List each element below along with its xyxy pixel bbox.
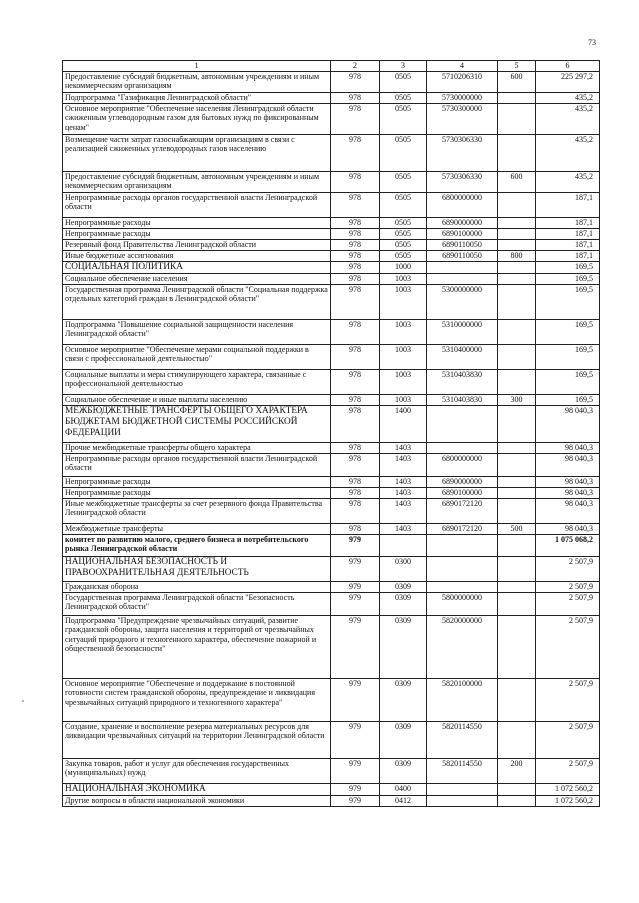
cell-target-article: 6890172120: [427, 523, 498, 534]
cell-name: Иные бюджетные ассигнования: [63, 250, 331, 261]
table-row: [63, 442, 600, 453]
cell-target-article: 6890172120: [427, 498, 498, 523]
cell-grbs: 978: [331, 319, 380, 344]
cell-target-article: [427, 534, 498, 556]
cell-section: 1003: [380, 394, 427, 405]
cell-section: 0505: [380, 134, 427, 171]
cell-sum: 435,2: [536, 103, 600, 134]
cell-expense-type: [498, 92, 536, 103]
cell-sum: 2 507,9: [536, 721, 600, 758]
table-row: [63, 476, 600, 487]
cell-target-article: 6800000000: [427, 192, 498, 217]
cell-section: 0505: [380, 228, 427, 239]
table-row: [63, 405, 600, 442]
cell-section: 0505: [380, 103, 427, 134]
cell-section: 0505: [380, 217, 427, 228]
cell-sum: 187,1: [536, 228, 600, 239]
cell-expense-type: [498, 721, 536, 758]
cell-section: 0300: [380, 556, 427, 581]
table-row: [63, 369, 600, 394]
cell-target-article: 5730306330: [427, 171, 498, 192]
cell-target-article: 6890000000: [427, 217, 498, 228]
cell-grbs: 978: [331, 228, 380, 239]
cell-target-article: [427, 783, 498, 795]
cell-target-article: 5820114550: [427, 758, 498, 783]
cell-grbs: 978: [331, 394, 380, 405]
cell-grbs: 978: [331, 498, 380, 523]
cell-sum: 1 072 560,2: [536, 783, 600, 795]
cell-expense-type: 800: [498, 250, 536, 261]
cell-grbs: 979: [331, 592, 380, 615]
cell-name: Возмещение части затрат газоснабжающим организациям в связи с реализацией сжиженных углеводородных газов населению: [63, 134, 331, 171]
cell-name: Непрограммные расходы: [63, 487, 331, 498]
cell-sum: 1 072 560,2: [536, 795, 600, 806]
cell-name: Государственная программа Ленинградской области "Безопасность Ленинградской области": [63, 592, 331, 615]
cell-sum: 435,2: [536, 92, 600, 103]
cell-sum: 169,5: [536, 261, 600, 273]
cell-name: Резервный фонд Правительства Ленинградской области: [63, 239, 331, 250]
cell-expense-type: [498, 556, 536, 581]
table-row: [63, 228, 600, 239]
table-row: [63, 487, 600, 498]
cell-target-article: 5310000000: [427, 319, 498, 344]
table-row: [63, 344, 600, 369]
cell-expense-type: [498, 192, 536, 217]
cell-expense-type: [498, 228, 536, 239]
cell-section: 1003: [380, 284, 427, 319]
cell-expense-type: [498, 581, 536, 592]
cell-expense-type: 600: [498, 171, 536, 192]
table-row: [63, 592, 600, 615]
cell-sum: 169,5: [536, 273, 600, 284]
cell-name: Предоставление субсидий бюджетным, автономным учреждениям и иным некоммерческим организациям: [63, 171, 331, 192]
cell-name: Социальное обеспечение и иные выплаты населению: [63, 394, 331, 405]
cell-name: НАЦИОНАЛЬНАЯ БЕЗОПАСНОСТЬ И ПРАВООХРАНИТЕЛЬНАЯ ДЕЯТЕЛЬНОСТЬ: [63, 556, 331, 581]
cell-grbs: 979: [331, 758, 380, 783]
cell-section: 0505: [380, 71, 427, 92]
cell-sum: 169,5: [536, 369, 600, 394]
page-number: 73: [588, 38, 596, 47]
cell-expense-type: [498, 795, 536, 806]
cell-grbs: 978: [331, 453, 380, 476]
table-row: [63, 556, 600, 581]
cell-grbs: 978: [331, 261, 380, 273]
table-row: [63, 498, 600, 523]
table-row: [63, 103, 600, 134]
cell-section: 1403: [380, 498, 427, 523]
cell-section: 0400: [380, 783, 427, 795]
cell-name: СОЦИАЛЬНАЯ ПОЛИТИКА: [63, 261, 331, 273]
cell-name: НАЦИОНАЛЬНАЯ ЭКОНОМИКА: [63, 783, 331, 795]
table-row: [63, 92, 600, 103]
cell-target-article: [427, 556, 498, 581]
cell-name: МЕЖБЮДЖЕТНЫЕ ТРАНСФЕРТЫ ОБЩЕГО ХАРАКТЕРА БЮДЖЕТАМ БЮДЖЕТНОЙ СИСТЕМЫ РОССИЙСКОЙ ФЕДЕРАЦИИ: [63, 405, 331, 442]
cell-sum: 187,1: [536, 239, 600, 250]
table-row: [63, 284, 600, 319]
cell-sum: 2 507,9: [536, 592, 600, 615]
cell-grbs: 978: [331, 476, 380, 487]
cell-grbs: 979: [331, 534, 380, 556]
cell-target-article: 5800000000: [427, 592, 498, 615]
cell-target-article: 5820114550: [427, 721, 498, 758]
cell-name: Подпрограмма "Повышение социальной защищенности населения Ленинградской области": [63, 319, 331, 344]
table-row: [63, 615, 600, 678]
cell-section: 0309: [380, 721, 427, 758]
cell-name: Иные межбюджетные трансферты за счет резервного фонда Правительства Ленинградской области: [63, 498, 331, 523]
cell-expense-type: [498, 783, 536, 795]
cell-section: 0309: [380, 758, 427, 783]
cell-section: 0505: [380, 239, 427, 250]
cell-name: Государственная программа Ленинградской области "Социальная поддержка отдельных категорий граждан в Ленинградской области": [63, 284, 331, 319]
cell-expense-type: [498, 103, 536, 134]
table-row: [63, 678, 600, 721]
cell-section: 1003: [380, 369, 427, 394]
cell-target-article: 6890000000: [427, 476, 498, 487]
cell-section: 0412: [380, 795, 427, 806]
cell-name: Непрограммные расходы: [63, 476, 331, 487]
cell-expense-type: [498, 405, 536, 442]
cell-name: Предоставление субсидий бюджетным, автономным учреждениям и иным некоммерческим организациям: [63, 71, 331, 92]
cell-sum: 225 297,2: [536, 71, 600, 92]
cell-name: комитет по развитию малого, среднего бизнеса и потребительского рынка Ленинградской области: [63, 534, 331, 556]
cell-sum: 2 507,9: [536, 678, 600, 721]
cell-sum: 187,1: [536, 217, 600, 228]
cell-grbs: 978: [331, 134, 380, 171]
cell-name: Гражданская оборона: [63, 581, 331, 592]
cell-grbs: 979: [331, 581, 380, 592]
cell-section: 1403: [380, 442, 427, 453]
cell-section: 1403: [380, 453, 427, 476]
cell-expense-type: [498, 369, 536, 394]
cell-target-article: 5310403830: [427, 394, 498, 405]
header-cell-section: 3: [380, 61, 427, 72]
table-row: [63, 523, 600, 534]
cell-target-article: [427, 442, 498, 453]
table-row: [63, 795, 600, 806]
cell-target-article: [427, 261, 498, 273]
cell-expense-type: 500: [498, 523, 536, 534]
cell-target-article: 6800000000: [427, 453, 498, 476]
cell-name: Непрограммные расходы органов государственной власти Ленинградской области: [63, 453, 331, 476]
cell-expense-type: [498, 442, 536, 453]
cell-grbs: 979: [331, 615, 380, 678]
cell-name: Основное мероприятие "Обеспечение мерами социальной поддержки в связи с профессиональной деятельностью": [63, 344, 331, 369]
cell-section: [380, 534, 427, 556]
cell-target-article: 5730000000: [427, 92, 498, 103]
cell-sum: 98 040,3: [536, 442, 600, 453]
cell-name: Межбюджетные трансферты: [63, 523, 331, 534]
cell-name: Подпрограмма "Газификация Ленинградской области": [63, 92, 331, 103]
cell-grbs: 978: [331, 171, 380, 192]
cell-expense-type: [498, 678, 536, 721]
cell-grbs: 978: [331, 369, 380, 394]
cell-grbs: 979: [331, 678, 380, 721]
cell-sum: 2 507,9: [536, 581, 600, 592]
cell-target-article: 5730306330: [427, 134, 498, 171]
cell-expense-type: [498, 498, 536, 523]
cell-sum: 2 507,9: [536, 758, 600, 783]
table-row: [63, 453, 600, 476]
cell-sum: 98 040,3: [536, 498, 600, 523]
cell-section: 0505: [380, 171, 427, 192]
cell-name: Создание, хранение и восполнение резерва материальных ресурсов для ликвидации чрезвычайных ситуаций на территории Ленинградской области: [63, 721, 331, 758]
cell-grbs: 979: [331, 795, 380, 806]
header-cell-name: 1: [63, 61, 331, 72]
cell-target-article: 6890100000: [427, 487, 498, 498]
header-cell-expense-type: 5: [498, 61, 536, 72]
cell-target-article: 5730300000: [427, 103, 498, 134]
cell-expense-type: 600: [498, 71, 536, 92]
table-row: [63, 394, 600, 405]
table-row: [63, 721, 600, 758]
cell-expense-type: [498, 487, 536, 498]
cell-section: 1000: [380, 261, 427, 273]
cell-expense-type: [498, 134, 536, 171]
cell-sum: 98 040,3: [536, 453, 600, 476]
cell-expense-type: [498, 534, 536, 556]
table-body: [63, 71, 600, 806]
cell-section: 1403: [380, 487, 427, 498]
cell-grbs: 978: [331, 103, 380, 134]
table-row: [63, 758, 600, 783]
cell-sum: 435,2: [536, 171, 600, 192]
budget-table: [62, 60, 600, 807]
cell-sum: 435,2: [536, 134, 600, 171]
cell-grbs: 978: [331, 284, 380, 319]
cell-section: 0505: [380, 250, 427, 261]
cell-name: Социальное обеспечение населения: [63, 273, 331, 284]
header-cell-grbs: 2: [331, 61, 380, 72]
cell-sum: 1 075 068,2: [536, 534, 600, 556]
table-row: [63, 250, 600, 261]
cell-section: 0309: [380, 592, 427, 615]
cell-expense-type: 200: [498, 758, 536, 783]
cell-section: 0505: [380, 92, 427, 103]
cell-expense-type: [498, 261, 536, 273]
cell-grbs: 979: [331, 721, 380, 758]
cell-section: 0309: [380, 615, 427, 678]
cell-name: Основное мероприятие "Обеспечение населения Ленинградской области сжиженным углеводородным газом для бытовых нужд по фиксированным ценам": [63, 103, 331, 134]
cell-sum: 98 040,3: [536, 476, 600, 487]
cell-expense-type: [498, 592, 536, 615]
cell-section: 0505: [380, 192, 427, 217]
table-row: [63, 783, 600, 795]
table-row: [63, 171, 600, 192]
cell-grbs: 978: [331, 239, 380, 250]
scan-dot: [22, 700, 24, 702]
cell-section: 1003: [380, 319, 427, 344]
cell-grbs: 978: [331, 273, 380, 284]
cell-grbs: 978: [331, 71, 380, 92]
cell-target-article: [427, 405, 498, 442]
cell-section: 1400: [380, 405, 427, 442]
cell-target-article: 6890110050: [427, 250, 498, 261]
cell-section: 1003: [380, 344, 427, 369]
cell-expense-type: [498, 476, 536, 487]
cell-section: 0309: [380, 581, 427, 592]
cell-target-article: 6890110050: [427, 239, 498, 250]
cell-grbs: 978: [331, 92, 380, 103]
cell-name: Непрограммные расходы: [63, 228, 331, 239]
cell-grbs: 978: [331, 523, 380, 534]
table-row: [63, 534, 600, 556]
table-row: [63, 134, 600, 171]
cell-sum: 187,1: [536, 192, 600, 217]
cell-name: Другие вопросы в области национальной экономики: [63, 795, 331, 806]
table-row: [63, 71, 600, 92]
cell-sum: 169,5: [536, 284, 600, 319]
cell-sum: 98 040,3: [536, 405, 600, 442]
cell-sum: 2 507,9: [536, 556, 600, 581]
cell-sum: 98 040,3: [536, 487, 600, 498]
cell-name: Прочие межбюджетные трансферты общего характера: [63, 442, 331, 453]
cell-section: 1003: [380, 273, 427, 284]
cell-grbs: 978: [331, 217, 380, 228]
cell-expense-type: [498, 453, 536, 476]
cell-target-article: 5820100000: [427, 678, 498, 721]
cell-target-article: 5820000000: [427, 615, 498, 678]
cell-target-article: 5310400000: [427, 344, 498, 369]
cell-target-article: [427, 795, 498, 806]
cell-target-article: [427, 581, 498, 592]
cell-name: Непрограммные расходы: [63, 217, 331, 228]
cell-grbs: 979: [331, 556, 380, 581]
cell-name: Непрограммные расходы органов государственной власти Ленинградской области: [63, 192, 331, 217]
table-row: [63, 273, 600, 284]
table-header-row: [63, 61, 600, 72]
cell-target-article: 5710206310: [427, 71, 498, 92]
cell-expense-type: [498, 273, 536, 284]
header-cell-target-article: 4: [427, 61, 498, 72]
cell-grbs: 978: [331, 405, 380, 442]
cell-expense-type: [498, 319, 536, 344]
cell-sum: 169,5: [536, 344, 600, 369]
cell-expense-type: [498, 344, 536, 369]
cell-target-article: 5300000000: [427, 284, 498, 319]
cell-expense-type: [498, 615, 536, 678]
cell-section: 1403: [380, 523, 427, 534]
cell-grbs: 978: [331, 192, 380, 217]
cell-sum: 187,1: [536, 250, 600, 261]
cell-name: Подпрограмма "Предупреждение чрезвычайных ситуаций, развитие гражданской обороны, защита населения и территорий от чрезвычайных ситуаций природного и техногенного характера, обеспечение пожарной и общественной безопасности": [63, 615, 331, 678]
header-cell-sum: 6: [536, 61, 600, 72]
cell-grbs: 978: [331, 344, 380, 369]
cell-section: 1403: [380, 476, 427, 487]
cell-grbs: 979: [331, 783, 380, 795]
cell-target-article: [427, 273, 498, 284]
table-row: [63, 261, 600, 273]
cell-grbs: 978: [331, 250, 380, 261]
cell-expense-type: [498, 284, 536, 319]
cell-expense-type: [498, 239, 536, 250]
cell-grbs: 978: [331, 442, 380, 453]
cell-sum: 98 040,3: [536, 523, 600, 534]
cell-expense-type: [498, 217, 536, 228]
cell-name: Основное мероприятие "Обеспечение и поддержание в постоянной готовности систем гражданской обороны, предупреждение и ликвидация чрезвычайных ситуаций природного и техногенного характера": [63, 678, 331, 721]
table-row: [63, 217, 600, 228]
table-row: [63, 192, 600, 217]
cell-target-article: 6890100000: [427, 228, 498, 239]
cell-grbs: 978: [331, 487, 380, 498]
cell-name: Закупка товаров, работ и услуг для обеспечения государственных (муниципальных) нужд: [63, 758, 331, 783]
table-row: [63, 581, 600, 592]
cell-sum: 169,5: [536, 394, 600, 405]
cell-name: Социальные выплаты и меры стимулирующего характера, связанные с профессиональной деятельностью: [63, 369, 331, 394]
cell-sum: 2 507,9: [536, 615, 600, 678]
cell-target-article: 5310403830: [427, 369, 498, 394]
cell-expense-type: 300: [498, 394, 536, 405]
table-row: [63, 239, 600, 250]
cell-sum: 169,5: [536, 319, 600, 344]
table-row: [63, 319, 600, 344]
cell-section: 0309: [380, 678, 427, 721]
